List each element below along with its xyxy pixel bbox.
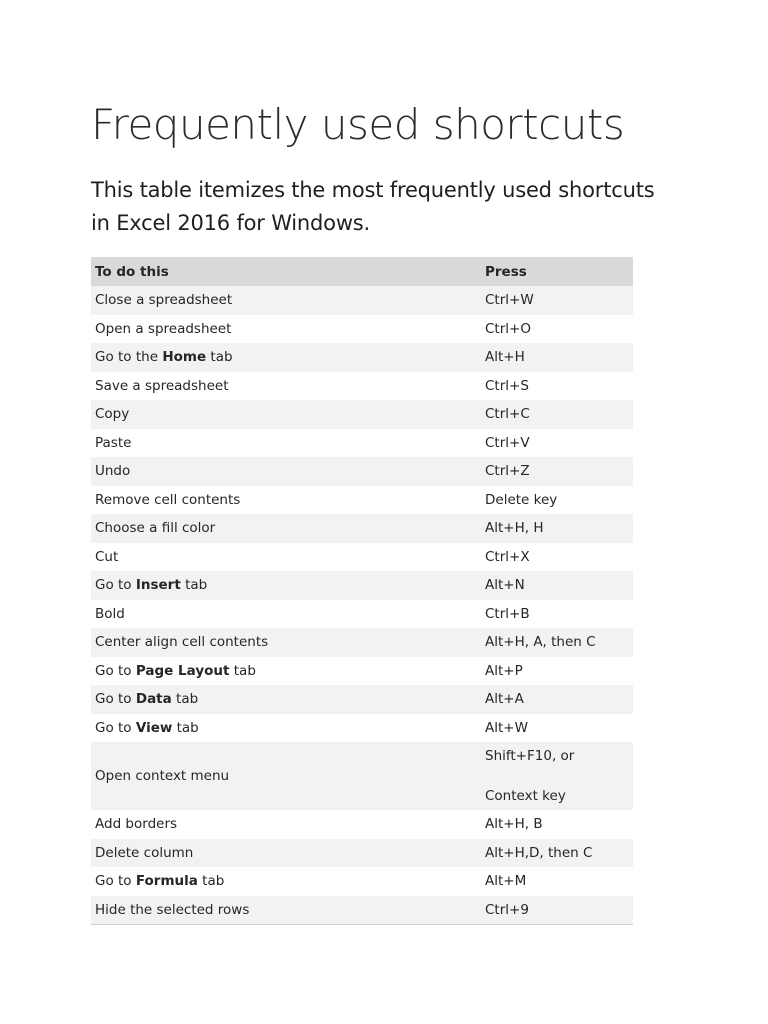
shortcut-cell <box>481 657 633 686</box>
action-cell <box>91 685 481 714</box>
action-bold-text: View <box>135 719 173 736</box>
shortcut-cell <box>481 514 633 543</box>
table-row <box>91 867 633 896</box>
action-text: Go to <box>95 719 136 736</box>
table-row <box>91 714 633 743</box>
action-text: Cut <box>95 548 119 565</box>
action-cell <box>91 600 481 629</box>
shortcut-keys: Context key <box>485 788 566 804</box>
action-bold-text: Formula <box>135 873 198 890</box>
shortcut-cell <box>481 742 633 810</box>
shortcut-keys: Alt+H <box>485 349 525 366</box>
action-text-suffix: tab <box>171 691 199 708</box>
action-cell <box>91 896 481 925</box>
table-body <box>91 286 633 925</box>
table-row <box>91 486 633 515</box>
action-text: Go to the <box>95 349 163 366</box>
action-text-suffix: tab <box>206 349 233 366</box>
action-text-suffix: tab <box>172 719 199 736</box>
shortcut-cell <box>481 543 633 572</box>
action-cell <box>91 486 481 515</box>
table-row <box>91 457 633 486</box>
shortcut-cell <box>481 810 633 839</box>
shortcut-cell <box>481 571 633 600</box>
action-cell <box>91 571 481 600</box>
action-cell <box>91 514 481 543</box>
shortcut-cell <box>481 628 633 657</box>
action-text: Close a spreadsheet <box>95 292 233 309</box>
action-text: Go to <box>95 577 136 594</box>
shortcut-keys: Alt+H, B <box>485 816 543 833</box>
shortcut-cell <box>481 867 633 896</box>
shortcut-keys: Ctrl+X <box>485 548 530 565</box>
shortcut-keys: Alt+N <box>485 577 525 594</box>
action-text: Save a spreadsheet <box>95 377 229 394</box>
table-row <box>91 685 633 714</box>
table-row <box>91 742 633 810</box>
action-text: Go to <box>95 691 136 708</box>
action-text: Open context menu <box>95 768 230 784</box>
action-text: Go to <box>95 873 136 890</box>
table-row <box>91 543 633 572</box>
action-cell <box>91 742 481 810</box>
action-cell <box>91 839 481 868</box>
table-row <box>91 628 633 657</box>
action-text: Delete column <box>95 844 194 861</box>
action-text: Add borders <box>95 816 178 833</box>
table-row <box>91 657 633 686</box>
action-cell <box>91 628 481 657</box>
table-row <box>91 514 633 543</box>
action-bold-text: Insert <box>135 577 181 594</box>
action-cell <box>91 315 481 344</box>
action-cell <box>91 343 481 372</box>
table-row <box>91 286 633 315</box>
action-text: Choose a fill color <box>95 520 216 537</box>
action-bold-text: Page Layout <box>135 662 230 679</box>
action-text: Bold <box>95 605 125 622</box>
table-row <box>91 400 633 429</box>
action-text: Undo <box>95 463 131 480</box>
shortcut-cell <box>481 400 633 429</box>
shortcut-keys: Ctrl+S <box>485 377 529 394</box>
shortcut-keys: Alt+H, A, then C <box>485 634 596 651</box>
action-text: Go to <box>95 662 136 679</box>
table-row <box>91 429 633 458</box>
shortcut-keys: Ctrl+9 <box>485 901 529 918</box>
action-text: Remove cell contents <box>95 491 241 508</box>
action-text: Hide the selected rows <box>95 901 250 918</box>
action-text: Center align cell contents <box>95 634 269 651</box>
action-cell <box>91 543 481 572</box>
action-text: Copy <box>95 406 130 423</box>
page-title: Frequently used shortcuts <box>91 100 625 149</box>
shortcut-keys: Ctrl+W <box>485 292 534 309</box>
shortcuts-table <box>91 257 633 925</box>
table-row <box>91 896 633 925</box>
shortcut-cell <box>481 286 633 315</box>
action-cell <box>91 714 481 743</box>
shortcut-keys: Ctrl+B <box>485 605 530 622</box>
shortcut-cell <box>481 315 633 344</box>
action-bold-text: Data <box>135 691 172 708</box>
action-cell <box>91 657 481 686</box>
shortcut-keys: Ctrl+C <box>485 406 530 423</box>
action-cell <box>91 286 481 315</box>
action-text: Paste <box>95 434 132 451</box>
shortcut-cell <box>481 600 633 629</box>
table-row <box>91 839 633 868</box>
shortcut-cell <box>481 457 633 486</box>
table-row <box>91 315 633 344</box>
shortcut-cell <box>481 429 633 458</box>
shortcut-keys: Shift+F10, or <box>485 748 575 764</box>
action-cell <box>91 867 481 896</box>
table-header-row <box>91 257 633 286</box>
shortcut-keys: Alt+H,D, then C <box>485 844 593 861</box>
shortcut-keys: Alt+H, H <box>485 520 544 537</box>
action-text-suffix: tab <box>180 577 208 594</box>
shortcut-cell <box>481 896 633 925</box>
action-cell <box>91 429 481 458</box>
action-cell <box>91 400 481 429</box>
action-cell <box>91 372 481 401</box>
table-row <box>91 343 633 372</box>
page-subtitle: This table itemizes the most frequently used shortcuts in Excel 2016 for Windows. <box>91 178 655 235</box>
shortcut-keys: Ctrl+O <box>485 320 531 337</box>
action-text-suffix: tab <box>197 873 225 890</box>
action-bold-text: Home <box>162 349 207 366</box>
shortcut-keys: Alt+A <box>485 691 524 708</box>
shortcut-keys: Alt+M <box>485 873 527 890</box>
table-row <box>91 600 633 629</box>
table-row <box>91 810 633 839</box>
action-text: Open a spreadsheet <box>95 320 232 337</box>
column-header-press: Press <box>481 257 633 286</box>
action-text-suffix: tab <box>229 662 256 679</box>
shortcut-cell <box>481 685 633 714</box>
shortcut-keys: Ctrl+V <box>485 434 530 451</box>
column-header-action: To do this <box>91 257 481 286</box>
shortcut-keys: Delete key <box>485 491 558 508</box>
shortcut-cell <box>481 714 633 743</box>
shortcut-keys: Alt+W <box>485 719 528 736</box>
shortcut-cell <box>481 372 633 401</box>
shortcut-cell <box>481 486 633 515</box>
shortcut-cell <box>481 343 633 372</box>
shortcut-cell <box>481 839 633 868</box>
table-row <box>91 571 633 600</box>
shortcut-keys: Alt+P <box>485 662 523 679</box>
table-row <box>91 372 633 401</box>
shortcut-keys: Ctrl+Z <box>485 463 530 480</box>
action-cell <box>91 810 481 839</box>
action-cell <box>91 457 481 486</box>
